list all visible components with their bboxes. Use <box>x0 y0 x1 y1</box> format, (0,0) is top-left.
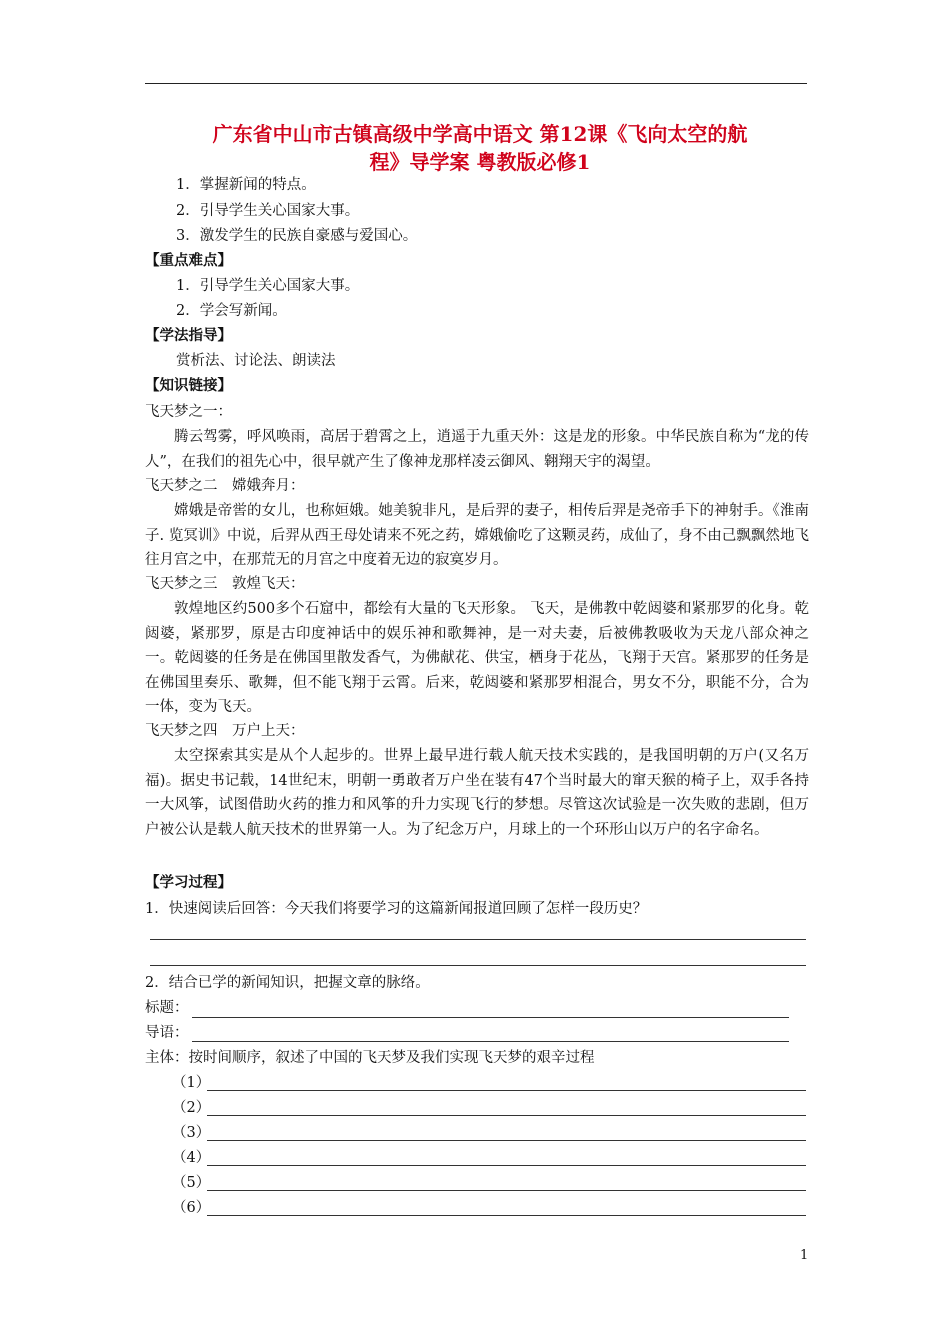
body-item-label-5: （5） <box>172 1175 211 1191</box>
title-line-2: 程》导学案 粤教版必修1 <box>369 150 591 174</box>
body-item-label-2: （2） <box>172 1100 211 1116</box>
answer-line-1 <box>150 939 806 940</box>
dream-1-text: 腾云驾雾，呼风唤雨，高居于碧霄之上，逍遥于九重天外：这是龙的形象。中华民族自称为“龙的传人”，在我们的祖先心中，很早就产生了像神龙那样凌云御风、翱翔天宇的渴望。 <box>145 429 809 470</box>
body-item-blank-5 <box>207 1190 806 1191</box>
dream-4-title: 飞天梦之四 万户上天： <box>145 723 305 739</box>
headline-blank <box>192 1017 789 1018</box>
body-item-blank-3 <box>207 1140 806 1141</box>
body-item-label-6: （6） <box>172 1200 211 1216</box>
objective-3: 3．激发学生的民族自豪感与爱国心。 <box>176 228 418 244</box>
page-number: 1 <box>800 1248 809 1263</box>
key-points-heading: 【重点难点】 <box>145 252 232 269</box>
body-item-blank-2 <box>207 1115 806 1116</box>
document-title <box>150 120 810 176</box>
objective-2: 2．引导学生关心国家大事。 <box>176 203 360 219</box>
body-item-label-4: （4） <box>172 1150 211 1166</box>
body-item-blank-4 <box>207 1165 806 1166</box>
answer-line-2 <box>150 965 806 966</box>
lead-blank <box>192 1041 789 1042</box>
body-item-label-3: （3） <box>172 1125 211 1141</box>
question-2: 2．结合已学的新闻知识，把握文章的脉络。 <box>145 975 430 991</box>
knowledge-heading: 【知识链接】 <box>145 377 232 394</box>
method-text: 赏析法、讨论法、朗读法 <box>176 353 336 369</box>
dream-3-text: 敦煌地区约500多个石窟中，都绘有大量的飞天形象。 飞天，是佛教中乾闼婆和紧那罗的化身。乾闼婆，紧那罗，原是古印度神话中的娱乐神和歌舞神，是一对夫妻，后被佛教吸收为天龙八部众神之一。乾闼婆的任务是在佛国里散发香气，为佛献花、供宝，栖身于花丛，飞翔于天宫。紧那罗的任务是在佛国里奏乐、歌舞，但不能飞翔于云霄。后来，乾闼婆和紧那罗相混合，男女不分，职能不分，合为一体，变为飞天。 <box>145 601 809 715</box>
dream-2-title: 飞天梦之二 嫦娥奔月： <box>145 478 305 494</box>
dream-1-title: 飞天梦之一： <box>145 404 232 420</box>
process-heading: 【学习过程】 <box>145 874 232 891</box>
dream-4-text: 太空探索其实是从个人起步的。世界上最早进行载人航天技术实践的，是我国明朝的万户(又名万福)。据史书记载，14世纪末，明朝一勇敢者万户坐在装有47个当时最大的窜天猴的椅子上，双手各持一大风筝，试图借助火药的推力和风筝的升力实现飞行的梦想。尽管这次试验是一次失败的悲剧，但万户被公认是载人航天技术的世界第一人。为了纪念万户，月球上的一个环形山以万户的名字命名。 <box>145 748 809 838</box>
body-item-blank-6 <box>207 1215 806 1216</box>
key-point-1: 1．引导学生关心国家大事。 <box>176 278 360 294</box>
header-rule <box>145 83 807 84</box>
dream-3-title: 飞天梦之三 敦煌飞天： <box>145 576 305 592</box>
body-item-label-1: （1） <box>172 1075 211 1091</box>
dream-2-text: 嫦娥是帝喾的女儿，也称姮娥。她美貌非凡，是后羿的妻子，相传后羿是尧帝手下的神射手。《淮南子. 览冥训》中说，后羿从西王母处请来不死之药，嫦娥偷吃了这颗灵药，成仙了，身不由己飘飘然地飞往月宫之中，在那荒无的月宫之中度着无边的寂寞岁月。 <box>145 503 809 568</box>
method-heading: 【学法指导】 <box>145 327 232 344</box>
title-line-1: 广东省中山市古镇高级中学高中语文 第12课《飞向太空的航 <box>212 122 748 146</box>
body-item-blank-1 <box>207 1090 806 1091</box>
body-label: 主体：按时间顺序，叙述了中国的飞天梦及我们实现飞天梦的艰辛过程 <box>145 1050 595 1066</box>
key-point-2: 2．学会写新闻。 <box>176 303 287 319</box>
headline-label: 标题： <box>145 1000 189 1016</box>
lead-label: 导语： <box>145 1025 189 1041</box>
question-1: 1．快速阅读后回答：今天我们将要学习的这篇新闻报道回顾了怎样一段历史？ <box>145 901 648 917</box>
objective-1: 1．掌握新闻的特点。 <box>176 177 316 193</box>
